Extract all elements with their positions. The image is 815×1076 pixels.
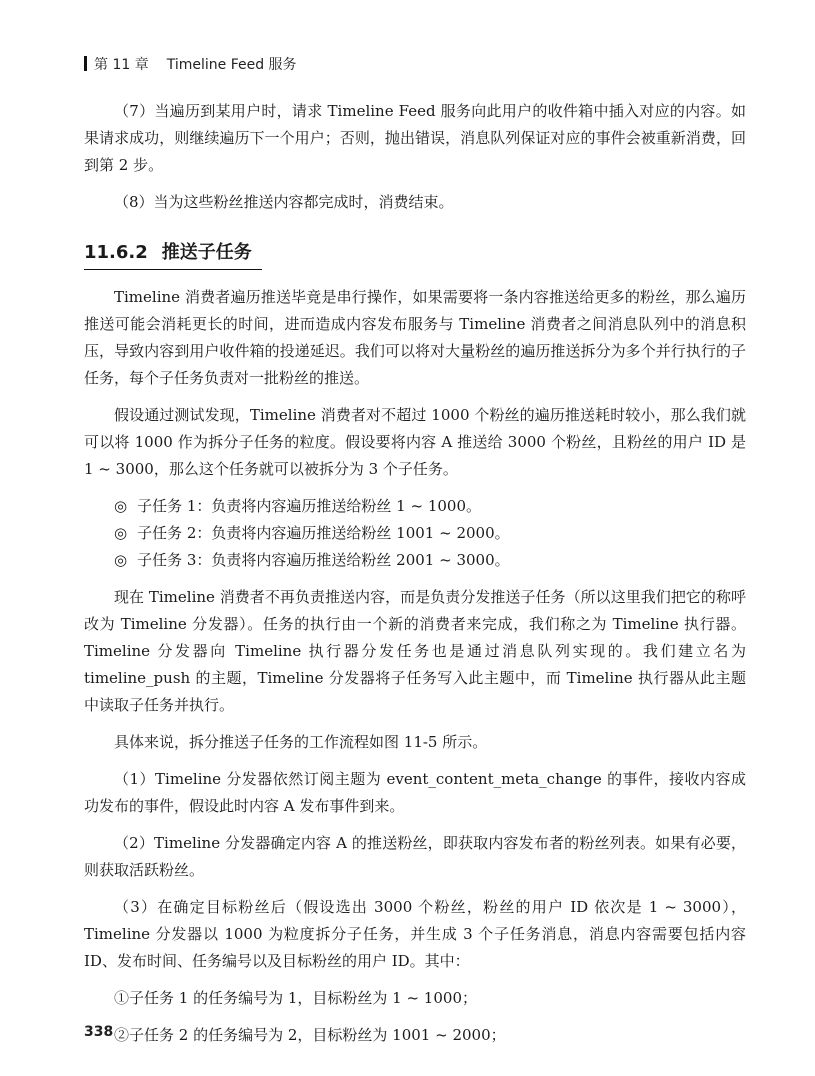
chapter-label: 第 11 章 [94, 57, 149, 73]
subtask-list [84, 493, 746, 574]
paragraph: ①子任务 1 的任务编号为 1，目标粉丝为 1 ~ 1000； [114, 989, 477, 1007]
list-item [84, 547, 746, 574]
running-header [84, 55, 297, 75]
paragraph: （1）Timeline 分发器依然订阅主题为 event_content_meta_change 的事件，接收内容成功发布的事件，假设此时内容 A 发布事件到来。 [84, 770, 746, 815]
paragraph: ②子任务 2 的任务编号为 2，目标粉丝为 1001 ~ 2000； [114, 1026, 506, 1044]
paragraph: （2）Timeline 分发器确定内容 A 的推送粉丝，即获取内容发布者的粉丝列表。如果有必要，则获取活跃粉丝。 [84, 834, 746, 879]
list-item-text: 子任务 1：负责将内容遍历推送给粉丝 1 ~ 1000。 [137, 497, 481, 515]
paragraph: （8）当为这些粉丝推送内容都完成时，消费结束。 [114, 193, 454, 211]
paragraph: 假设通过测试发现，Timeline 消费者对不超过 1000 个粉丝的遍历推送耗时较小，那么我们就可以将 1000 作为拆分子任务的粒度。假设要将内容 A 推送给 3000 个粉丝，且粉丝的用户 ID 是 1 ~ 3000，那么这个任务就可以被拆分为 3 个子任务。 [84, 406, 746, 478]
bullet-mark: ◎ [114, 497, 128, 515]
section-number: 11.6.2 [84, 242, 148, 263]
bullet-mark: ◎ [114, 524, 128, 542]
page-number: 338 [84, 1024, 114, 1040]
list-item [84, 493, 746, 520]
chapter-title: Timeline Feed 服务 [166, 57, 297, 73]
list-item-text: 子任务 2：负责将内容遍历推送给粉丝 1001 ~ 2000。 [137, 524, 510, 542]
paragraph: 现在 Timeline 消费者不再负责推送内容，而是负责分发推送子任务（所以这里我们把它的称呼改为 Timeline 分发器）。任务的执行由一个新的消费者来完成，我们称之为 Timeline 执行器。Timeline 分发器向 Timeline 执行器分发任务也是通过消息队列实现的。我们建立名为 timeline_push 的主题，Timeline 分发器将子任务写入此主题中，而 Timeline 执行器从此主题中读取子任务并执行。 [84, 588, 746, 714]
list-item [84, 520, 746, 547]
paragraph: 具体来说，拆分推送子任务的工作流程如图 11-5 所示。 [114, 733, 488, 751]
list-item-text: 子任务 3：负责将内容遍历推送给粉丝 2001 ~ 3000。 [137, 551, 510, 569]
book-page [84, 0, 746, 1076]
paragraph: （3）在确定目标粉丝后（假设选出 3000 个粉丝，粉丝的用户 ID 依次是 1 ~ 3000），Timeline 分发器以 1000 为粒度拆分子任务，并生成 3 个子任务消息，消息内容需要包括内容 ID、发布时间、任务编号以及目标粉丝的用户 ID。其中： [84, 898, 746, 970]
bullet-mark: ◎ [114, 551, 128, 569]
header-bar [84, 56, 87, 71]
section-title: 推送子任务 [161, 242, 252, 263]
paragraph: （7）当遍历到某用户时，请求 Timeline Feed 服务向此用户的收件箱中插入对应的内容。如果请求成功，则继续遍历下一个用户；否则，抛出错误，消息队列保证对应的事件会被重新消费，回到第 2 步。 [84, 102, 746, 174]
paragraph: Timeline 消费者遍历推送毕竟是串行操作，如果需要将一条内容推送给更多的粉丝，那么遍历推送可能会消耗更长的时间，进而造成内容发布服务与 Timeline 消费者之间消息队列中的消息积压，导致内容到用户收件箱的投递延迟。我们可以将对大量粉丝的遍历推送拆分为多个并行执行的子任务，每个子任务负责对一批粉丝的推送。 [84, 288, 746, 387]
page-content [84, 98, 746, 1059]
section-heading [84, 240, 262, 270]
